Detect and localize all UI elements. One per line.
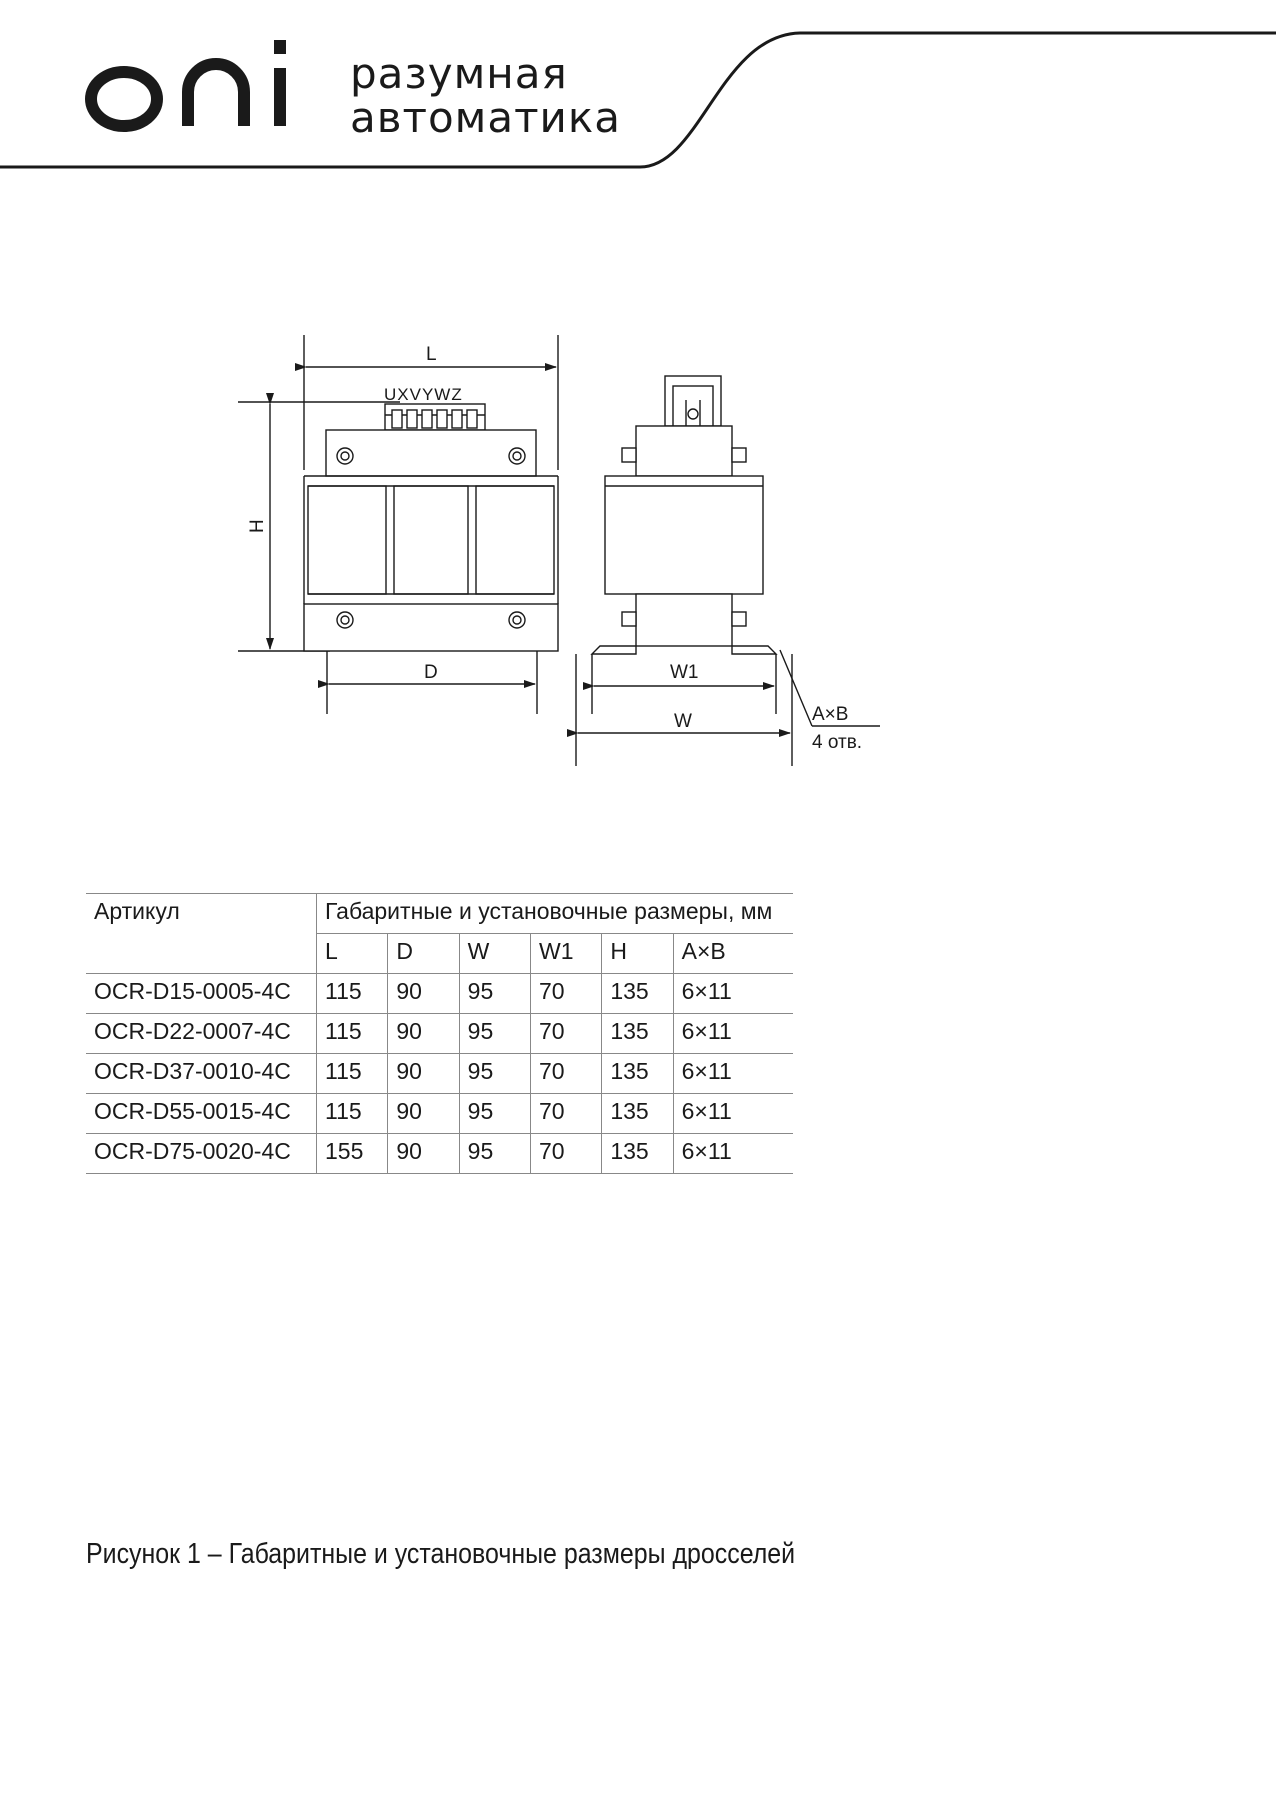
top-yoke — [326, 430, 536, 476]
cell-AB: 6×11 — [673, 1014, 793, 1054]
dimensions-table — [86, 893, 793, 1174]
table-row — [86, 1094, 793, 1134]
header-article: Артикул — [86, 894, 317, 974]
coil-middle — [394, 486, 468, 594]
header-W: W — [459, 934, 530, 974]
foot-left — [592, 646, 636, 654]
table-row — [86, 974, 793, 1014]
label-W: W — [674, 711, 692, 732]
cell-D: 90 — [388, 974, 459, 1014]
coil-side — [605, 476, 763, 594]
cell-W: 95 — [459, 1094, 530, 1134]
figure-caption: Рисунок 1 – Габаритные и установочные размеры дросселей — [86, 1538, 796, 1570]
cell-L: 115 — [317, 974, 388, 1014]
tagline-line1: разумная — [350, 49, 568, 98]
header-AB: A×B — [673, 934, 793, 974]
cell-H: 135 — [602, 1054, 673, 1094]
tagline-line2: автоматика — [350, 93, 621, 142]
cell-D: 90 — [388, 1134, 459, 1174]
table-row — [86, 1054, 793, 1094]
cell-H: 135 — [602, 1014, 673, 1054]
cell-AB: 6×11 — [673, 1134, 793, 1174]
cell-W1: 70 — [530, 1014, 601, 1054]
label-holes-size: A×B — [812, 704, 849, 725]
coil-left — [308, 486, 386, 594]
foot-right — [732, 646, 776, 654]
bottom-clamp-side — [636, 594, 732, 646]
choke-dimension-drawing — [0, 0, 1280, 800]
cell-article: OCR-D55-0015-4C — [86, 1094, 317, 1134]
cell-L: 115 — [317, 1054, 388, 1094]
cell-W1: 70 — [530, 1054, 601, 1094]
top-clamp-side — [636, 426, 732, 476]
cell-AB: 6×11 — [673, 1094, 793, 1134]
label-holes-count: 4 отв. — [812, 732, 863, 753]
cell-W1: 70 — [530, 974, 601, 1014]
cell-W: 95 — [459, 1134, 530, 1174]
cell-H: 135 — [602, 1134, 673, 1174]
cell-D: 90 — [388, 1014, 459, 1054]
cell-AB: 6×11 — [673, 974, 793, 1014]
header-D: D — [388, 934, 459, 974]
cell-D: 90 — [388, 1054, 459, 1094]
label-D: D — [424, 662, 438, 683]
cell-H: 135 — [602, 1094, 673, 1134]
header-group: Габаритные и установочные размеры, мм — [317, 894, 794, 934]
cell-article: OCR-D15-0005-4C — [86, 974, 317, 1014]
cell-L: 115 — [317, 1094, 388, 1134]
cell-W1: 70 — [530, 1134, 601, 1174]
label-terminals: UXVYWZ — [384, 385, 463, 404]
table-row — [86, 1134, 793, 1174]
cell-D: 90 — [388, 1094, 459, 1134]
cell-W: 95 — [459, 1054, 530, 1094]
cell-W: 95 — [459, 1014, 530, 1054]
header-L: L — [317, 934, 388, 974]
header-H: H — [602, 934, 673, 974]
cell-H: 135 — [602, 974, 673, 1014]
holes-leader — [780, 650, 812, 726]
cell-article: OCR-D75-0020-4C — [86, 1134, 317, 1174]
cell-article: OCR-D37-0010-4C — [86, 1054, 317, 1094]
cell-AB: 6×11 — [673, 1054, 793, 1094]
cell-L: 155 — [317, 1134, 388, 1174]
coil-right — [476, 486, 554, 594]
cell-L: 115 — [317, 1014, 388, 1054]
cell-W: 95 — [459, 974, 530, 1014]
header-W1: W1 — [530, 934, 601, 974]
cell-article: OCR-D22-0007-4C — [86, 1014, 317, 1054]
label-H: H — [247, 519, 268, 533]
label-W1: W1 — [670, 662, 699, 683]
label-L: L — [426, 344, 437, 365]
cell-W1: 70 — [530, 1094, 601, 1134]
table-row — [86, 1014, 793, 1054]
